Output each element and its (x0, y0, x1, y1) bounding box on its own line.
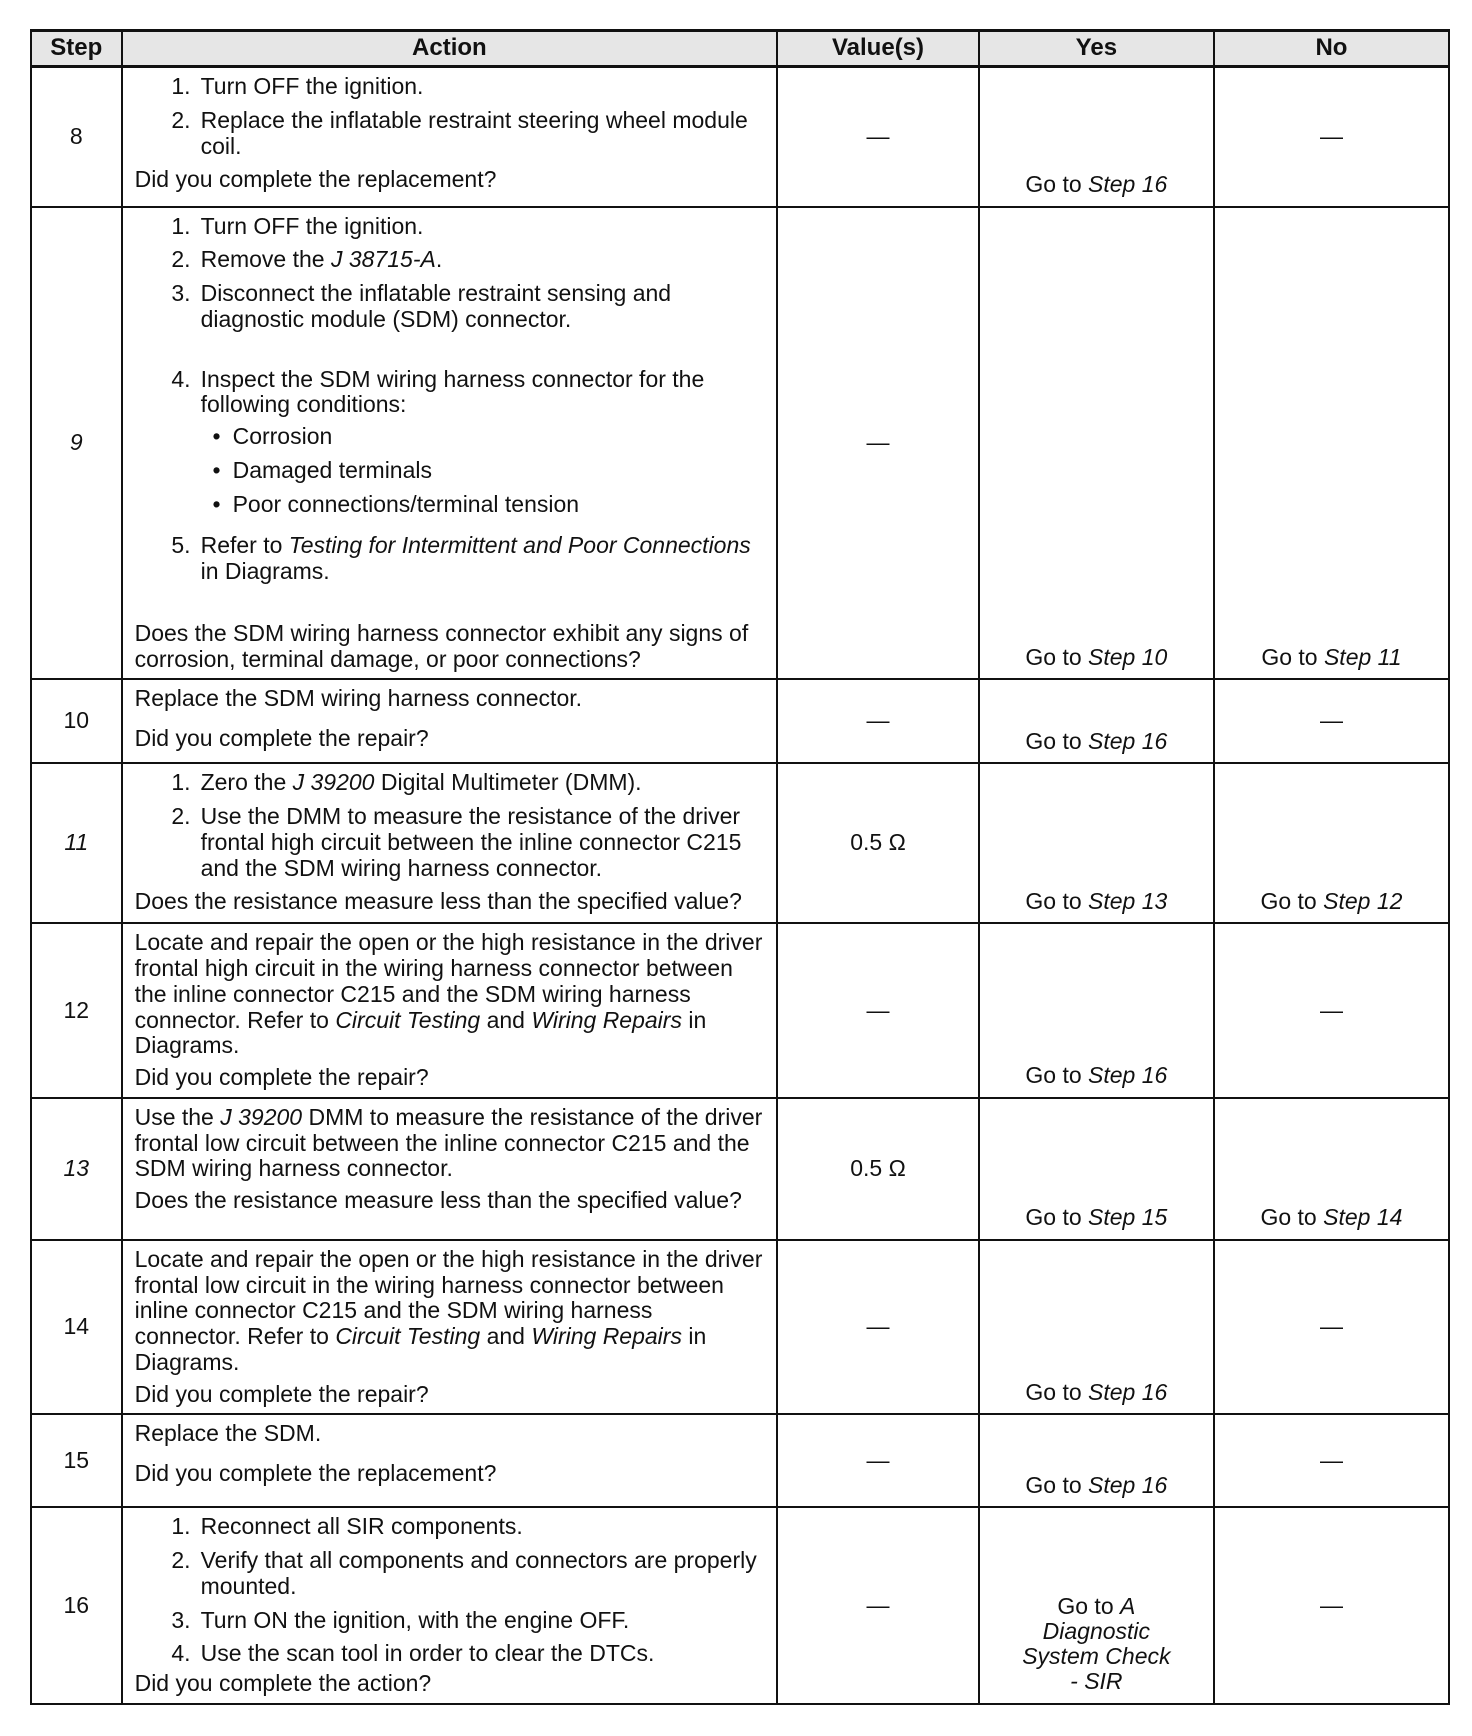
table-row (31, 923, 1449, 1098)
table-row (31, 763, 1449, 923)
step-number: 8 (31, 67, 122, 207)
header-yes: Yes (979, 31, 1214, 67)
step-number: 11 (31, 763, 122, 923)
step-link[interactable]: Step 16 (1088, 1378, 1168, 1405)
step-link[interactable]: Step 12 (1323, 887, 1403, 914)
doc-link[interactable]: Circuit Testing (335, 1323, 481, 1349)
yes-cell (979, 923, 1214, 1098)
action-text: Zero the (200, 769, 287, 796)
go-to-label: Go to (1260, 1204, 1317, 1230)
action-text: Refer to (200, 532, 283, 559)
go-to-label: Go to (1025, 170, 1082, 197)
action-item: Replace the inflatable restraint steering wheel module coil. (200, 106, 748, 159)
no-cell: — (1214, 1414, 1449, 1507)
yes-cell (979, 763, 1214, 923)
yes-cell (979, 1240, 1214, 1415)
no-cell: — (1214, 1507, 1449, 1704)
action-text: Inspect the SDM wiring harness connector for the following conditions: (200, 365, 705, 418)
action-cell (122, 923, 778, 1098)
action-text: Locate and repair the open or the high resistance in the driver frontal low circuit in the wiring harness connector between inline connector C215 and the SDM wiring harness connector. Refer to (134, 1245, 763, 1349)
no-cell: — (1214, 67, 1449, 207)
step-link[interactable]: Step 16 (1088, 1471, 1168, 1498)
no-cell: — (1214, 923, 1449, 1098)
doc-link[interactable]: Wiring Repairs (531, 1006, 682, 1033)
action-question: Does the resistance measure less than the specified value? (134, 1187, 742, 1213)
yes-cell (979, 679, 1214, 763)
value-cell: — (777, 1414, 979, 1507)
go-to-label: Go to (1025, 1204, 1082, 1230)
action-question: Did you complete the repair? (134, 1064, 429, 1090)
action-item (201, 770, 765, 796)
value-cell: — (777, 67, 979, 207)
go-to-label: Go to (1025, 1471, 1082, 1498)
action-cell: 1. Zero the J 39200 Digital Multimeter (DMM). 2. Use the DMM to measure the resistance of the driver frontal high circuit between the inline connector C215 and the SDM wiring harness connector. Does the resistance measure less than the specified value? (122, 763, 778, 923)
action-cell: 1. Turn OFF the ignition. 2. Remove the J 38715-A. 3. Disconnect the inflatable restraint sensing and diagnostic module (SDM) connector. 4. Inspect the SDM wiring harness connector for the following conditions: • Corrosion • Damaged terminals • Poor connections/terminal tension 5. Refer to Testing for Intermittent and Poor Connections in Diagrams. Does the SDM wiring harness connector exhibit any signs of corrosion, terminal damage, or poor connections? (122, 207, 778, 680)
go-to-label: Go to (1025, 887, 1082, 914)
step-link[interactable]: Step 13 (1088, 887, 1168, 914)
action-cell (122, 1414, 778, 1507)
action-cell: 1. Turn OFF the ignition. 2. Replace the inflatable restraint steering wheel module coil. Did you complete the replacement? (122, 67, 778, 207)
action-item: Use the DMM to measure the resistance of the driver frontal high circuit between the inline connector C215 and the SDM wiring harness connector. (200, 803, 742, 881)
go-to-label: Go to (1025, 1378, 1082, 1405)
header-step: Step (31, 31, 122, 67)
action-text: DMM to measure the resistance of the driver frontal low circuit between the inline connector C215 and the SDM wiring harness connector. (134, 1103, 763, 1182)
action-text: Use the (134, 1103, 214, 1130)
action-question: Did you complete the action? (134, 1670, 432, 1696)
action-text: and (486, 1323, 525, 1349)
step-link[interactable]: Step 16 (1088, 1062, 1168, 1088)
go-to-label: Go to (1025, 727, 1082, 754)
step-link[interactable]: Step 14 (1323, 1204, 1403, 1230)
step-number: 13 (31, 1098, 122, 1240)
table-row (31, 679, 1449, 763)
action-text: Locate and repair the open or the high resistance in the driver frontal low circuit in the wiring harness connector between inline connector C215 and the SDM wiring harness connector. Refer to Circuit Testing and Wiring Repairs in Diagrams. (134, 1245, 763, 1375)
table-row (31, 67, 1449, 207)
action-question: Does the resistance measure less than the specified value? (134, 888, 742, 915)
action-text: Remove the (200, 246, 325, 273)
action-text: in Diagrams (134, 1323, 707, 1375)
yes-cell (979, 1507, 1214, 1704)
action-text: Locate and repair the open or the high resistance in the driver frontal high circuit in the wiring harness connector between the inline connector C215 and the SDM wiring harness connector. Refer to Circuit Testing and Wiring Repairs in Diagrams. (134, 929, 763, 1059)
no-cell (1214, 1098, 1449, 1240)
action-text: Replace the SDM. (134, 1420, 322, 1447)
action-item: Remove the J 38715-A. (200, 246, 443, 273)
header-values: Value(s) (777, 31, 979, 67)
step-number: 9 (31, 207, 122, 680)
step-number: 14 (31, 1240, 122, 1415)
step-link[interactable]: A Diagnostic System Check - SIR (1022, 1592, 1171, 1695)
action-item: Refer to Testing for Intermittent and Poor Connections in Diagrams. (200, 532, 751, 584)
go-to-label: Go to (1261, 643, 1318, 670)
go-to-label: Go to (1025, 1062, 1082, 1088)
tool-ref: J 38715-A (330, 246, 436, 273)
action-cell (122, 679, 778, 763)
action-text: Replace the SDM wiring harness connector. (134, 685, 583, 712)
step-number: 12 (31, 923, 122, 1098)
condition-item: Poor connections/terminal tension (232, 490, 580, 517)
tool-ref: J 39200 (292, 769, 375, 796)
action-question: Does the SDM wiring harness connector exhibit any signs of corrosion, terminal damage, or poor connections? (134, 619, 749, 672)
step-link[interactable]: Step 16 (1088, 727, 1168, 754)
action-item: Verify that all components and connectors are properly mounted. (200, 1547, 757, 1599)
yes-cell (979, 1098, 1214, 1240)
doc-link[interactable]: Circuit Testing (335, 1006, 481, 1033)
action-question: Did you complete the replacement? (134, 166, 497, 193)
step-link[interactable]: Step 16 (1088, 170, 1168, 197)
action-text: and (486, 1006, 525, 1033)
action-item: Disconnect the inflatable restraint sensing and diagnostic module (SDM) connector. (200, 280, 672, 332)
header-no: No (1214, 31, 1449, 67)
action-item: Turn OFF the ignition. (200, 73, 424, 99)
value-cell: 0.5 Ω (777, 763, 979, 923)
action-text: Locate and repair the open or the high resistance in the driver frontal high circuit in the wiring harness connector between the inline connector C215 and the SDM wiring harness connector. Refer to (134, 929, 763, 1033)
action-question: Did you complete the repair? (134, 725, 429, 751)
step-number: 10 (31, 679, 122, 763)
value-cell: 0.5 Ω (777, 1098, 979, 1240)
header-row (31, 31, 1449, 67)
table-row (31, 1098, 1449, 1240)
action-text: in Diagrams (134, 1006, 707, 1059)
action-text: Digital Multimeter (DMM). (380, 769, 642, 796)
action-item: Inspect the SDM wiring harness connector for the following conditions: • Corrosion • Damaged terminals • Poor connections/terminal tension (200, 365, 705, 517)
step-number: 15 (31, 1414, 122, 1507)
value-cell: — (777, 207, 979, 680)
action-text: in Diagrams (200, 558, 324, 584)
value-cell: — (777, 1507, 979, 1704)
no-cell: — (1214, 679, 1449, 763)
table-row (31, 1414, 1449, 1507)
no-cell (1214, 207, 1449, 680)
value-cell: — (777, 923, 979, 1098)
step-link[interactable]: Step 15 (1088, 1204, 1168, 1230)
condition-item: Damaged terminals (232, 456, 432, 483)
header-action: Action (122, 31, 778, 67)
diagnostic-table (30, 29, 1450, 1705)
action-question: Did you complete the replacement? (134, 1460, 497, 1486)
step-link[interactable]: Step 11 (1323, 643, 1402, 670)
go-to-label: Go to (1057, 1592, 1114, 1619)
no-cell: — (1214, 1240, 1449, 1415)
action-item: Use the scan tool in order to clear the DTCs. (200, 1640, 655, 1667)
action-item: Turn OFF the ignition. (200, 212, 424, 239)
action-cell (122, 1098, 778, 1240)
step-number: 16 (31, 1507, 122, 1704)
doc-link[interactable]: Wiring Repairs (531, 1323, 682, 1349)
table-row (31, 1240, 1449, 1415)
yes-cell (979, 1414, 1214, 1507)
go-to-label: Go to (1025, 643, 1082, 670)
action-item: Reconnect all SIR components. (200, 1513, 523, 1540)
action-cell (122, 1240, 778, 1415)
action-question: Did you complete the repair? (134, 1380, 429, 1407)
go-to-label: Go to (1260, 887, 1317, 914)
action-cell: 1. Reconnect all SIR components. 2. Verify that all components and connectors are properly mounted. 3. Turn ON the ignition, with the engine OFF. 4. Use the scan tool in order to clear the DTCs. Did you complete the action? (122, 1507, 778, 1704)
table-row (31, 207, 1449, 680)
step-link[interactable]: Step 10 (1088, 643, 1168, 670)
table-row (31, 1507, 1449, 1704)
value-cell: — (777, 1240, 979, 1415)
no-cell (1214, 763, 1449, 923)
yes-cell (979, 207, 1214, 680)
doc-link[interactable]: Testing for Intermittent and Poor Connections (288, 532, 751, 559)
tool-ref: J 39200 (220, 1103, 303, 1130)
action-item: Turn ON the ignition, with the engine OFF. (200, 1606, 630, 1633)
action-text (135, 1105, 765, 1182)
yes-cell (979, 67, 1214, 207)
condition-item: Corrosion (232, 423, 333, 449)
value-cell: — (777, 679, 979, 763)
